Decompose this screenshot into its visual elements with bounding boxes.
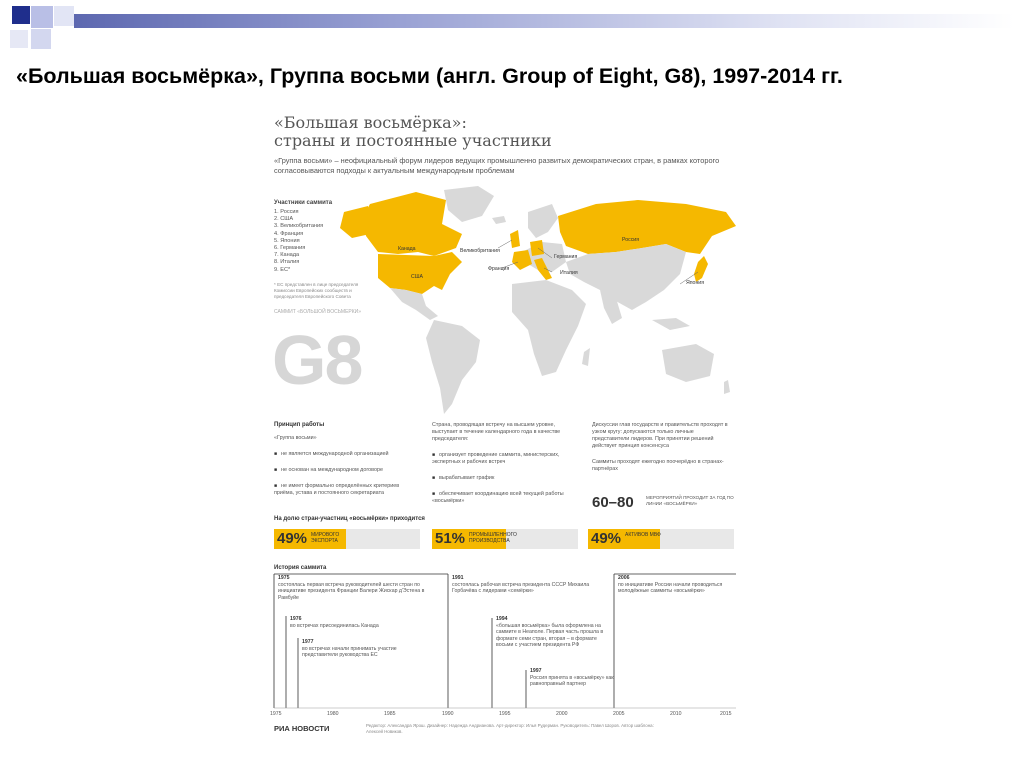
principle-item: ■ не имеет формально определённых критериев приёма, устава и постоянного секретариата [274, 483, 414, 497]
history-event [290, 616, 430, 629]
map-japan [694, 256, 708, 282]
map-label-canada: Канада [398, 246, 416, 252]
event-text: по инициативе России начали проводиться молодёжные саммиты «восьмёрки» [618, 581, 723, 594]
event-year: 2006 [618, 575, 630, 581]
decor-square [10, 30, 28, 48]
axis-tick-label: 1980 [327, 711, 339, 717]
event-year: 1976 [290, 616, 302, 622]
share-label: МИРОВОГО ЭКСПОРТА [311, 532, 340, 544]
share-value: 49% [591, 530, 622, 547]
map-label-uk: Великобритания [460, 248, 500, 254]
decor-square [54, 6, 74, 26]
presidency-item: ■ вырабатывает график [432, 475, 580, 482]
list-item: 5. Япония [274, 237, 300, 244]
presidency-column [432, 422, 580, 514]
summit-caption: САММИТ «БОЛЬШОЙ ВОСЬМЕРКИ» [274, 309, 362, 315]
event-year: 1977 [302, 639, 314, 645]
discussion-text-2: Саммиты проходят ежегодно поочерёдно в странах-партнёрах [592, 459, 724, 472]
share-bar-export [274, 529, 420, 549]
list-item: 6. Германия [274, 245, 306, 252]
map-russia [558, 200, 736, 254]
map-asia [566, 244, 686, 310]
map-uk [510, 230, 520, 248]
members-list [274, 209, 323, 274]
list-item: 3. Великобритания [274, 223, 324, 230]
share-bar-imf [588, 529, 734, 549]
slide-title: «Большая восьмёрка», Группа восьми (англ. Group of Eight, G8), 1997-2014 гг. [16, 64, 843, 88]
axis-tick-label: 2015 [720, 711, 732, 717]
event-text: состоялась первая встреча руководителей шести стран по инициативе президента Франции Валери Жискар д'Эстена в Рамбуйе [278, 581, 425, 601]
infographic-heading: «Большая восьмёрка»: [274, 113, 467, 132]
list-item: 9. ЕС* [274, 266, 291, 273]
members-title: Участники саммита [274, 200, 333, 206]
event-year: 1991 [452, 575, 464, 581]
presidency-item: ■ организует проведение саммита, министерских, экспертных и рабочих встреч [432, 452, 580, 466]
decor-square [31, 29, 51, 49]
history-event [452, 575, 592, 595]
history-title: История саммита [274, 565, 327, 571]
list-item: 8. Италия [274, 259, 300, 266]
shares-title: На долю стран-участниц «восьмёрки» приходится [274, 516, 425, 522]
infographic [266, 108, 742, 744]
axis-tick-label: 1995 [499, 711, 511, 717]
map-greenland [444, 186, 494, 222]
share-bar-industry [432, 529, 578, 549]
presidency-item: ■ обеспечивает координацию всей текущей работы «восьмёрки» [432, 491, 580, 505]
event-text: во встречах присоединилась Канада [290, 622, 379, 629]
map-scandinavia [528, 204, 558, 238]
events-range: 60–80 [592, 494, 634, 511]
principle-item: ■ не является международной организацией [274, 451, 414, 458]
map-label-usa: США [411, 274, 423, 280]
ria-logo: РИА НОВОСТИ [274, 724, 330, 733]
event-year: 1994 [496, 616, 508, 622]
map-south-america [426, 320, 480, 414]
map-label-france: Франция [488, 266, 510, 272]
axis-tick-label: 1985 [384, 711, 396, 717]
event-text: «большая восьмёрка» была оформлена на саммите в Неаполе. Первая часть прошла в формате семи стран, вторая – в формате восьми с участием президента РФ [496, 622, 604, 648]
presidency-text: Страна, проводящая встречу на высшем уровне, выступает в течение календарного года в качестве председателя: [432, 422, 561, 442]
axis-tick-label: 1975 [270, 711, 282, 717]
timeline-axis [270, 711, 740, 719]
map-alaska [340, 206, 370, 238]
history-event [278, 575, 428, 601]
share-value: 51% [435, 530, 466, 547]
map-usa [378, 252, 462, 294]
event-text: Россия принята в «восьмёрку» как равноправный партнер [530, 674, 614, 687]
event-year: 1997 [530, 668, 542, 674]
discussion-column [592, 422, 732, 482]
map-label-italy: Италия [560, 270, 578, 276]
list-item: 4. Франция [274, 230, 304, 237]
members-note: * ЕС представлен в лице председателя Комиссии Европейских сообществ и председателя Европейского Совета [274, 282, 359, 299]
map-new-zealand [724, 380, 730, 394]
history-event [302, 639, 432, 659]
principles-column [274, 422, 414, 506]
axis-tick-label: 2010 [670, 711, 682, 717]
event-text: во встречах начали принимать участие представители руководства ЕС [302, 645, 397, 658]
history-event [530, 668, 614, 688]
share-label: ПРОМЫШЛЕННОГО ПРОИЗВОДСТВА [469, 532, 517, 544]
axis-tick-label: 2000 [556, 711, 568, 717]
footer-credit: Редактор: Александра Ярош. Дизайнер: Надежда Андрианова. Арт-директор: Илья Рудерман. Руководитель: Павел Шоров. Автор шаблона: Алексей Новиков. [366, 723, 654, 734]
list-item: 2. США [274, 216, 294, 223]
map-label-russia: Россия [622, 237, 640, 243]
decor-square [31, 6, 53, 28]
infographic-description: «Группа восьми» – неофициальный форум лидеров ведущих промышленно развитых демократических стран, в рамках которого согласовываются подходы к актуальным международным проблемам [274, 156, 720, 175]
history-event [618, 575, 730, 595]
share-value: 49% [277, 530, 308, 547]
map-madagascar [582, 348, 590, 366]
axis-tick-label: 2005 [613, 711, 625, 717]
map-australia [662, 344, 714, 382]
event-text: состоялась рабочая встреча президента СССР Михаила Горбачёва с лидерами «семёрки» [452, 581, 590, 594]
list-item: 7. Канада [274, 252, 300, 259]
map-label-germany: Германия [554, 254, 578, 260]
history-event [496, 616, 608, 649]
axis-tick-label: 1990 [442, 711, 454, 717]
events-range-note: МЕРОПРИЯТИЙ ПРОХОДИТ ЗА ГОД ПО ЛИНИИ «ВОСЬМЁРКИ» [646, 495, 734, 506]
map-africa [512, 280, 586, 376]
share-label: АКТИВОВ МВФ [625, 532, 661, 538]
principle-item: ■ не основан на международном договоре [274, 467, 414, 474]
header-gradient-bar [74, 14, 1014, 28]
event-year: 1975 [278, 575, 290, 581]
principles-title: Принцип работы [274, 422, 325, 428]
map-germany [530, 240, 544, 256]
infographic-subheading: страны и постоянные участники [274, 131, 552, 150]
map-iceland [492, 216, 506, 224]
g8-logo: G8 [272, 321, 362, 399]
decor-square [12, 6, 30, 24]
map-se-asia [652, 318, 690, 330]
map-central-america [390, 288, 438, 320]
principles-subtitle: «Группа восьми» [274, 435, 317, 441]
map-label-japan: Япония [686, 280, 705, 286]
discussion-text: Дискуссии глав государств и правительств проходят в узком кругу: допускаются только личные представители лидеров. При принятии решений действует принцип консенсуса [592, 422, 728, 449]
list-item: 1. Россия [274, 209, 299, 215]
